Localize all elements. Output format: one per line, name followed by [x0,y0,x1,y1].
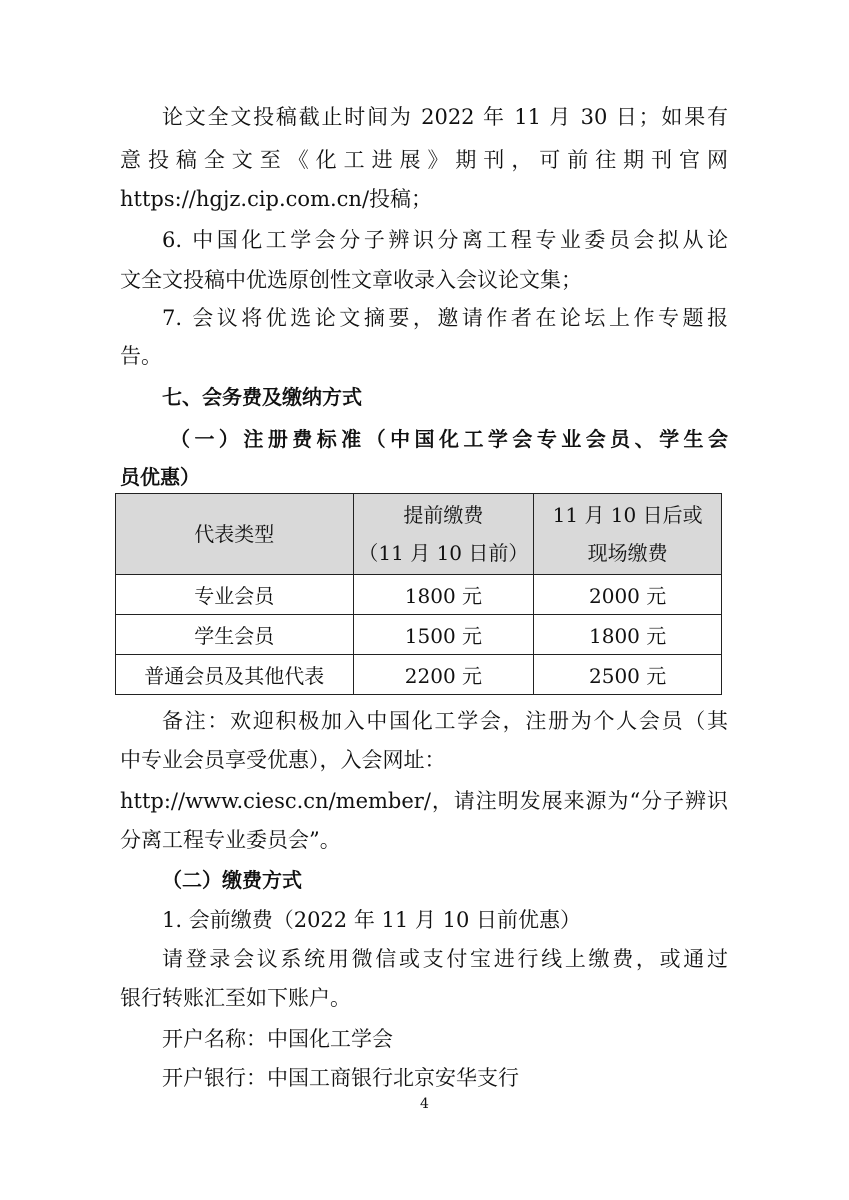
table-header-row [116,494,722,575]
cell-type: 学生会员 [116,615,354,655]
cell-type: 普通会员及其他代表 [116,655,354,695]
cell-early: 1800 元 [353,575,534,615]
cell-early: 1500 元 [353,615,534,655]
cell-late: 2500 元 [534,655,722,695]
paragraph-line: 论文全文投稿截止时间为 2022 年 11 月 30 日；如果有 [162,105,728,129]
note-line: 分离工程专业委员会”。 [120,828,341,852]
header-type: 代表类型 [116,494,354,575]
note-line: 中专业会员享受优惠），入会网址： [120,748,446,772]
table-row [116,655,722,695]
fee-table [115,493,722,695]
paragraph-line: 请登录会议系统用微信或支付宝进行线上缴费，或通过 [162,947,728,971]
bank-name: 开户银行：中国工商银行北京安华支行 [162,1066,519,1090]
paragraph-line: 银行转账汇至如下账户。 [120,986,351,1010]
cell-type: 专业会员 [116,575,354,615]
subsection-heading: （一）注册费标准（中国化工学会专业会员、学生会 [170,427,728,451]
note-url-line: http://www.ciesc.cn/member/，请注明发展来源为“分子辨识 [120,789,728,813]
cell-late: 1800 元 [534,615,722,655]
subsection-heading: （二）缴费方式 [162,868,302,892]
cell-late: 2000 元 [534,575,722,615]
section-heading: 七、会务费及缴纳方式 [162,385,362,409]
paragraph-line: 意投稿全文至《化工进展》期刊，可前往期刊官网 [120,148,728,172]
cell-early: 2200 元 [353,655,534,695]
table-row [116,575,722,615]
list-item-1: 1. 会前缴费（2022 年 11 月 10 日前优惠） [162,908,581,932]
header-late: 11 月 10 日后或 现场缴费 [534,494,722,575]
paragraph-line: 告。 [120,344,162,368]
subsection-heading-cont: 员优惠） [120,465,200,489]
header-early: 提前缴费 （11 月 10 日前） [353,494,534,575]
list-item-6: 6. 中国化工学会分子辨识分离工程专业委员会拟从论 [162,228,728,252]
table-row [116,615,722,655]
account-name: 开户名称：中国化工学会 [162,1027,393,1051]
note-line: 备注：欢迎积极加入中国化工学会，注册为个人会员（其 [162,709,728,733]
paragraph-line: 文全文投稿中优选原创性文章收录入会议论文集； [120,268,582,292]
page-number: 4 [420,1096,429,1112]
list-item-7: 7. 会议将优选论文摘要，邀请作者在论坛上作专题报 [162,306,728,330]
paragraph-line: https://hgjz.cip.com.cn/投稿； [120,187,433,211]
